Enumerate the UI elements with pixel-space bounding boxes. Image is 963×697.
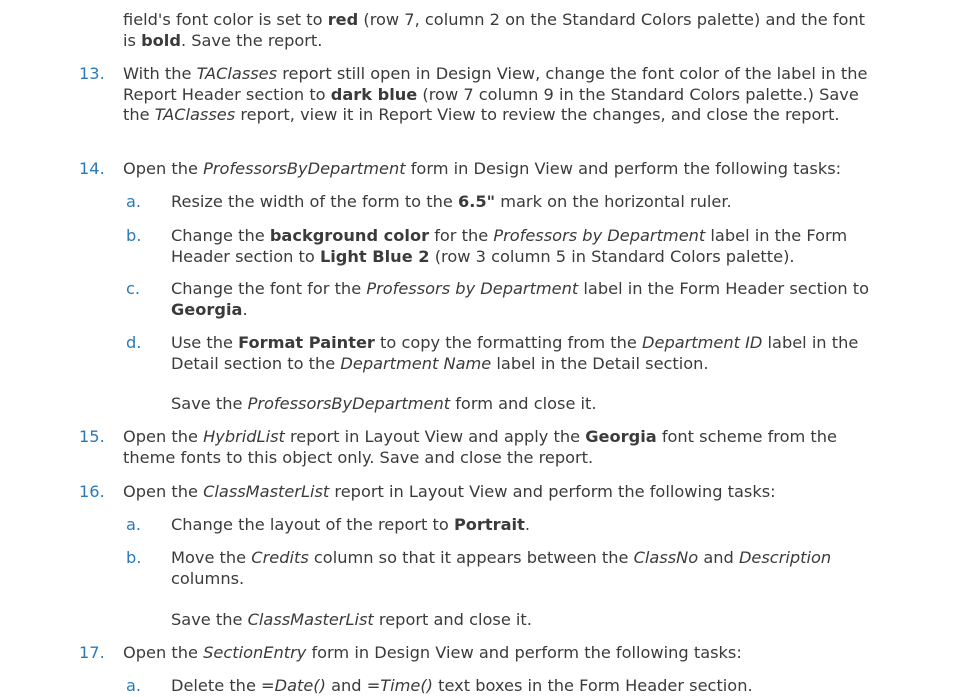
step-14b-letter: b.	[126, 226, 142, 245]
step-16-text: Open the ClassMasterList report in Layout View and perform the following tasks:	[123, 482, 776, 501]
step-17-text: Open the SectionEntry form in Design View and perform the following tasks:	[123, 643, 742, 662]
step-13-number: 13.	[79, 64, 105, 83]
step-14a-text: Resize the width of the form to the 6.5" mark on the horizontal ruler.	[171, 192, 732, 211]
step-16-number: 16.	[79, 482, 105, 501]
step-17-number: 17.	[79, 643, 105, 662]
step-14-save-text: Save the ProfessorsByDepartment form and close it.	[171, 394, 597, 413]
step-14-number: 14.	[79, 159, 105, 178]
step-15-number: 15.	[79, 427, 105, 446]
step-12-continuation: field's font color is set to red (row 7, column 2 on the Standard Colors palette) and the font is bold. Save the report.	[123, 10, 866, 50]
step-14d-text: Use the Format Painter to copy the formatting from the Department ID label in the Detail section to the Department Name label in the Detail section.	[171, 333, 859, 373]
step-16a-text: Change the layout of the report to Portrait.	[171, 515, 530, 534]
step-17a-letter: a.	[126, 676, 142, 695]
step-16-save-text: Save the ClassMasterList report and close it.	[171, 610, 532, 629]
step-13-text: With the TAClasses report still open in Design View, change the font color of the label in the Report Header section to dark blue (row 7 column 9 in the Standard Colors palette.) Save the TAClasses report, view it in Report View to review the changes, and close the report.	[123, 64, 868, 124]
step-16b-text: Move the Credits column so that it appears between the ClassNo and Description columns.	[171, 548, 832, 588]
step-14d-letter: d.	[126, 333, 142, 352]
step-14b-text: Change the background color for the Professors by Department label in the Form Header section to Light Blue 2 (row 3 column 5 in Standard Colors palette).	[171, 226, 848, 266]
step-16a-letter: a.	[126, 515, 142, 534]
step-14c-letter: c.	[126, 279, 141, 298]
step-16b-letter: b.	[126, 548, 142, 567]
step-14a-letter: a.	[126, 192, 142, 211]
step-14-text: Open the ProfessorsByDepartment form in Design View and perform the following tasks:	[123, 159, 842, 178]
step-15-text: Open the HybridList report in Layout View and apply the Georgia font scheme from the theme fonts to this object only. Save and close the report.	[123, 427, 837, 467]
step-14c-text: Change the font for the Professors by Department label in the Form Header section to Georgia.	[171, 279, 870, 319]
step-17a-text: Delete the =Date() and =Time() text boxes in the Form Header section.	[171, 676, 753, 695]
